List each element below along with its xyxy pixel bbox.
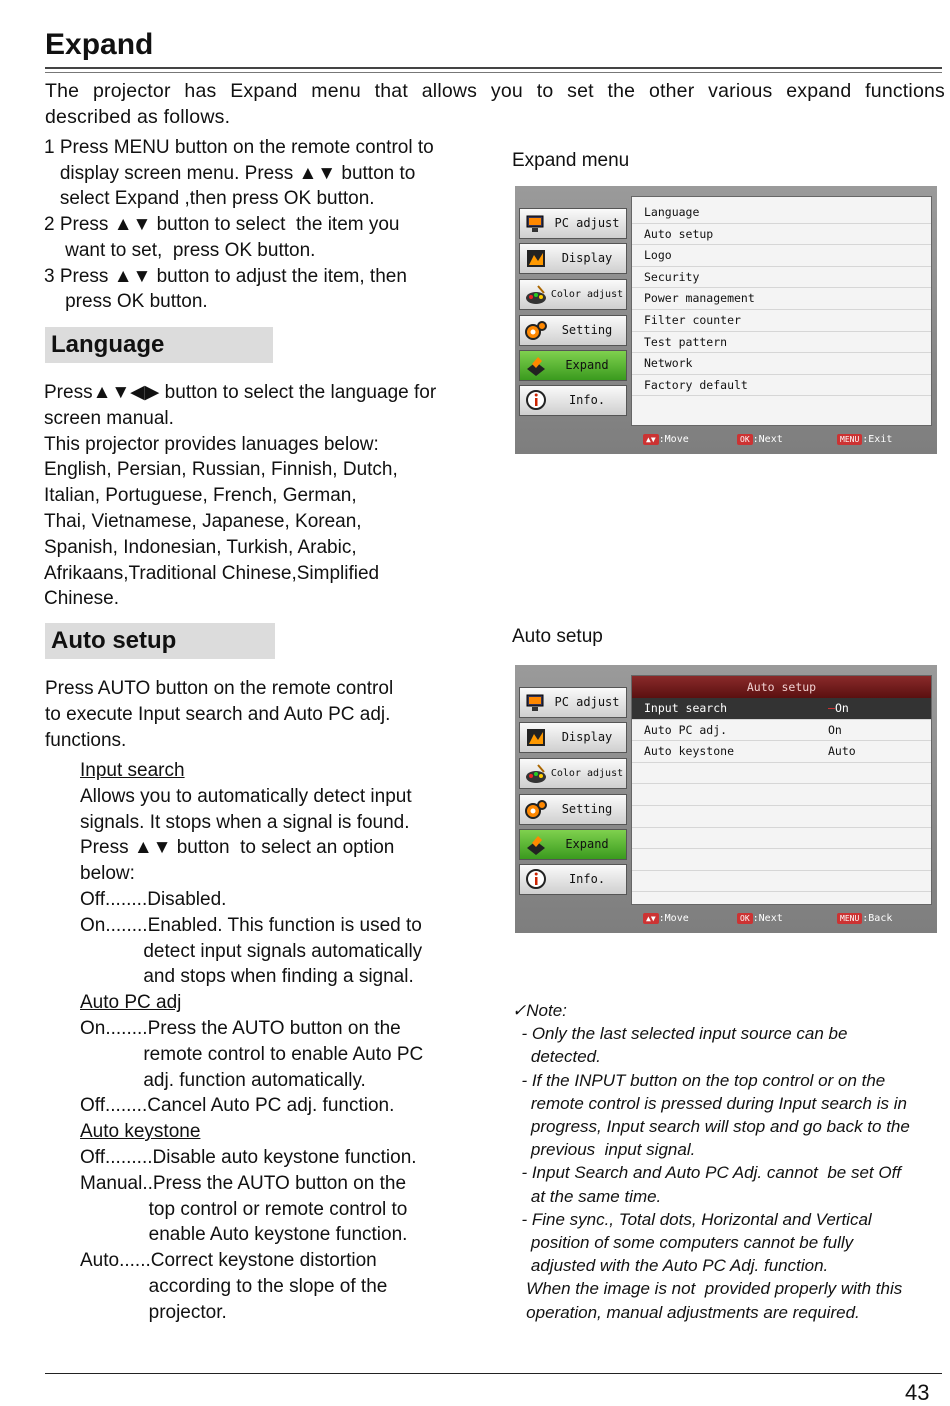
language-heading: Language [45,327,273,363]
option-line: Off........Cancel Auto PC adj. function. [80,1095,395,1117]
menu-key: MENU [837,913,862,924]
move-hint: :Move [658,913,689,924]
note-line: adjusted with the Auto PC Adj. function. [512,1256,829,1276]
empty-row [632,763,931,785]
move-hint: :Move [658,434,689,445]
tab-label: PC adjust [554,695,620,709]
next-hint: :Next [752,434,783,445]
option-line: Off........Disabled. [80,888,227,910]
menu-item-language[interactable]: Language [632,202,931,224]
pc-adjust-icon [524,691,548,715]
ok-key: OK [737,913,753,924]
note-box [512,999,942,1324]
step-line: 2 Press ▲▼ button to select the item you [44,214,400,236]
language-description [44,380,484,612]
step-line: 1 Press MENU button on the remote control to [44,137,434,158]
row-label: Auto PC adj. [644,722,728,737]
note-line: When the image is not provided properly with this [512,1279,903,1299]
next-hint: :Next [752,913,783,924]
option-line: top control or remote control to [80,1198,408,1220]
row-value: On [828,722,842,737]
title-rule-thin [45,72,942,73]
menu-item-network[interactable]: Network [632,353,931,375]
info-icon [524,868,548,892]
title-rule [45,67,942,69]
option-heading-input-search: Input search [80,760,185,781]
option-line: enable Auto keystone function. [80,1224,408,1246]
tab-label: Display [561,730,613,744]
intro-paragraph [45,78,945,130]
footer-rule [45,1373,942,1374]
language-line: Italian, Portuguese, French, German, [44,485,357,507]
note-line: - If the INPUT button on the top control or on the [512,1070,886,1090]
menu-item-factory-default[interactable]: Factory default [632,375,931,397]
option-heading-auto-pc-adj: Auto PC adj [80,992,182,1014]
option-line: Press ▲▼ button to select an option [80,837,395,859]
page-title: Expand [45,28,154,61]
step-line: 3 Press ▲▼ button to adjust the item, then [44,265,407,287]
auto-options [80,758,500,1326]
option-line: below: [80,863,135,885]
tab-setting[interactable] [519,794,627,825]
tab-color-adjust[interactable] [519,758,627,789]
step-line: want to set, press OK button. [44,239,316,261]
menu-item-test-pattern[interactable]: Test pattern [632,332,931,354]
auto-setup-caption: Auto setup [512,626,603,647]
expand-menu-caption: Expand menu [512,150,630,171]
note-line: previous input signal. [512,1140,696,1160]
row-label: Input search [644,701,728,715]
tab-label: Display [561,251,613,265]
tab-pc-adjust[interactable] [519,687,627,718]
language-line: Thai, Vietnamese, Japanese, Korean, [44,510,362,532]
note-heading: ✓Note: [512,1001,567,1020]
back-hint: :Back [862,913,893,924]
menu-key: MENU [837,434,862,445]
menu-item-power-management[interactable]: Power management [632,288,931,310]
option-line: On........Enabled. This function is used to [80,914,422,936]
tab-label: Color adjust [550,768,624,779]
language-line: Chinese. [44,588,119,610]
tab-label: Expand [565,837,609,851]
tab-label: PC adjust [554,216,620,230]
language-line: Press▲▼◀▶ button to select the language for [44,382,437,403]
option-line: detect input signals automatically [80,940,423,962]
auto-line: functions. [45,729,127,751]
expand-icon [524,354,548,378]
page-number: 43 [905,1380,930,1405]
menu-item-auto-setup[interactable]: Auto setup [632,224,931,246]
tab-label: Info. [568,872,606,886]
empty-row [632,828,931,850]
menu-item-security[interactable]: Security [632,267,931,289]
row-input-search[interactable] [632,698,931,720]
empty-row [632,849,931,871]
option-line: Auto......Correct keystone distortion [80,1250,377,1272]
step-line: display screen menu. Press ▲▼ button to [44,162,416,184]
auto-line: Press AUTO button on the remote control [45,678,394,699]
auto-setup-list [631,675,932,905]
note-line: operation, manual adjustments are required. [512,1302,860,1322]
option-line: adj. function automatically. [80,1069,366,1091]
tab-display[interactable] [519,243,627,274]
tab-info[interactable] [519,864,627,895]
language-line: screen manual. [44,407,174,429]
option-line: according to the slope of the [80,1275,388,1297]
menu-item-filter-counter[interactable]: Filter counter [632,310,931,332]
step-line: press OK button. [44,291,208,313]
menu-item-logo[interactable]: Logo [632,245,931,267]
step-line: select Expand ,then press OK button. [44,188,375,210]
option-line: Manual..Press the AUTO button on the [80,1172,407,1194]
move-key: ▲▼ [643,913,659,924]
note-line: - Input Search and Auto PC Adj. cannot be set Off [512,1163,902,1183]
exit-hint: :Exit [862,434,893,445]
language-line: English, Persian, Russian, Finnish, Dutch, [44,459,398,481]
expand-menu-osd [515,186,937,454]
osd-footer [639,432,929,448]
display-icon [524,726,548,750]
info-icon [524,389,548,413]
note-line: at the same time. [512,1186,662,1206]
steps-list [44,135,484,315]
ok-key: OK [737,434,753,445]
expand-icon [524,833,548,857]
tab-label: Expand [565,358,609,372]
language-line: This projector provides lanuages below: [44,433,379,455]
auto-setup-header: Auto setup [632,676,931,698]
option-line: Allows you to automatically detect input [80,785,412,807]
note-line: remote control is pressed during Input search is in [512,1093,907,1113]
option-line: remote control to enable Auto PC [80,1043,424,1065]
tab-expand[interactable] [519,350,627,381]
row-label: Auto keystone [644,744,735,759]
setting-icon [524,319,548,343]
note-line: progress, Input search will stop and go back to the [512,1117,910,1137]
osd-footer [639,911,929,927]
intro-line: described as follows. [45,106,231,128]
row-value: —On [828,701,849,715]
language-line: Afrikaans,Traditional Chinese,Simplified [44,562,380,584]
auto-setup-description [45,676,485,753]
auto-line: to execute Input search and Auto PC adj. [45,703,391,725]
empty-row [632,806,931,828]
language-line: Spanish, Indonesian, Turkish, Arabic, [44,536,357,558]
note-line: detected. [512,1047,601,1067]
empty-row [632,871,931,893]
note-line: position of some computers cannot be fully [512,1233,854,1253]
tab-info[interactable] [519,385,627,416]
auto-setup-heading: Auto setup [45,623,275,659]
row-value: Auto [828,744,856,759]
tab-expand[interactable] [519,829,627,860]
setting-icon [524,798,548,822]
expand-items-list [631,196,932,426]
color-adjust-icon [524,762,548,786]
intro-line: The projector has Expand menu that allows you to set the other various expand functions [45,80,945,102]
option-line: projector. [80,1301,227,1323]
color-adjust-icon [524,283,548,307]
option-line: On........Press the AUTO button on the [80,1017,401,1039]
tab-label: Setting [561,323,613,337]
tab-pc-adjust[interactable] [519,208,627,239]
empty-row [632,784,931,806]
option-line: and stops when finding a signal. [80,966,414,988]
auto-setup-osd [515,665,937,933]
pc-adjust-icon [524,212,548,236]
option-line: signals. It stops when a signal is found. [80,811,410,833]
option-heading-auto-keystone: Auto keystone [80,1121,201,1143]
row-auto-pc-adj[interactable] [632,720,931,742]
move-key: ▲▼ [643,434,659,445]
tab-label: Color adjust [550,289,624,300]
note-line: - Only the last selected input source can be [512,1024,848,1044]
tab-label: Setting [561,802,613,816]
note-line: - Fine sync., Total dots, Horizontal and Vertical [512,1209,872,1229]
row-auto-keystone[interactable] [632,741,931,763]
tab-label: Info. [568,393,606,407]
tab-setting[interactable] [519,315,627,346]
display-icon [524,247,548,271]
option-line: Off.........Disable auto keystone function. [80,1146,417,1168]
tab-display[interactable] [519,722,627,753]
tab-color-adjust[interactable] [519,279,627,310]
